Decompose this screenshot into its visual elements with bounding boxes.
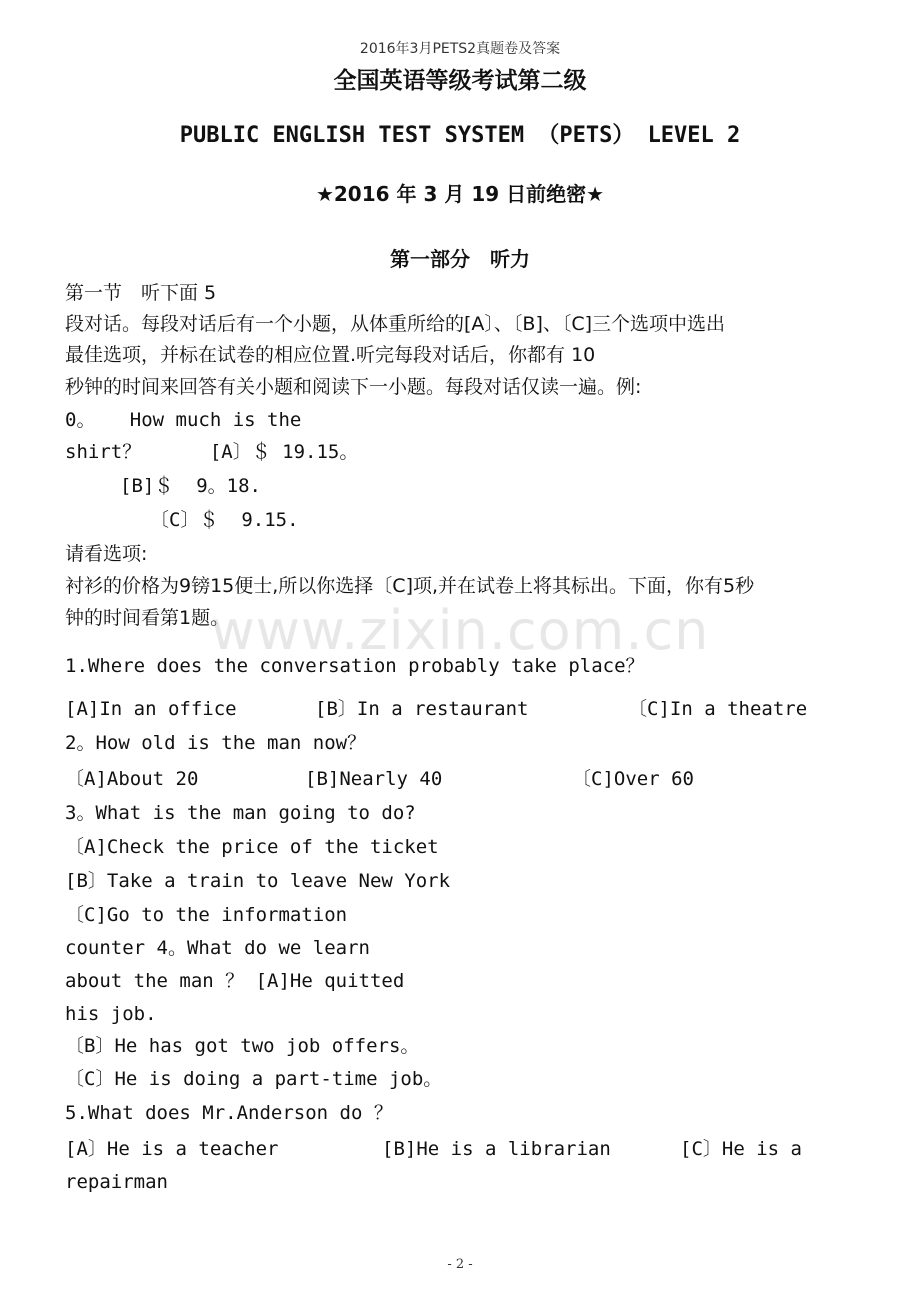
- q2-option-c: 〔C]Over 60: [572, 768, 694, 790]
- section-intro-line: 第一节 听下面 5: [65, 282, 217, 304]
- q5-option-b: [B]He is a librarian: [382, 1138, 611, 1160]
- question-2: 2。How old is the man now？: [65, 732, 367, 754]
- question-4-line: about the man ？ [A]He quitted: [65, 970, 405, 992]
- page-number: - 2 -: [447, 1257, 473, 1272]
- example-option-c: 〔C〕＄ 9.15.: [150, 509, 299, 531]
- q5-option-c: [C〕He is a: [680, 1138, 802, 1160]
- watermark: www.zixin.com.cn: [210, 599, 710, 662]
- question-3: 3。What is the man going to do?: [65, 802, 416, 824]
- q3-option-c: 〔C]Go to the information: [65, 904, 348, 926]
- instruction-line: 最佳选项，并标在试卷的相应位置.听完每段对话后，你都有 10: [65, 344, 596, 366]
- q1-option-c: 〔C]In a theatre: [628, 698, 808, 720]
- secret-notice: ★2016 年 3 月 19 日前绝密★: [315, 182, 605, 206]
- q1-option-b: [B〕In a restaurant: [315, 698, 529, 720]
- q3-option-b: [B〕Take a train to leave New York: [65, 870, 451, 892]
- explanation-line: 衬衫的价格为9镑15便士,所以你选择〔C]项,并在试卷上将其标出。下面，你有5秒: [65, 575, 755, 597]
- q5-option-c-cont: repairman: [65, 1171, 168, 1193]
- question-5: 5.What does Mr.Anderson do ？: [65, 1102, 393, 1124]
- q5-option-a: [A〕He is a teacher: [65, 1138, 279, 1160]
- q2-option-a: 〔A]About 20: [65, 768, 199, 790]
- q2-option-b: [B]Nearly 40: [305, 768, 443, 790]
- example-option-a: shirt？ [A〕＄ 19.15。: [65, 441, 359, 463]
- title-chinese: 全国英语等级考试第二级: [333, 68, 587, 94]
- q3-option-a: 〔A]Check the price of the ticket: [65, 836, 439, 858]
- page-header: 2016年3月PETS2真题卷及答案: [359, 41, 561, 57]
- q4-option-a-cont: his job.: [65, 1003, 157, 1025]
- part-heading: 第一部分 听力: [390, 247, 530, 271]
- question-4-line: counter 4。What do we learn: [65, 937, 370, 959]
- q4-option-c: 〔C〕He is doing a part-time job。: [65, 1068, 443, 1090]
- question-1: 1.Where does the conversation probably take place？: [65, 655, 645, 677]
- instruction-line: 段对话。每段对话后有一个小题，从体重所给的[A〕、〔B]、〔C]三个选项中选出: [65, 313, 726, 335]
- example-question: 0。 How much is the: [65, 409, 302, 431]
- look-at-options-line: 请看选项:: [65, 543, 148, 565]
- explanation-line: 钟的时间看第1题。: [65, 607, 230, 629]
- title-english: PUBLIC ENGLISH TEST SYSTEM （PETS） LEVEL 2: [179, 123, 741, 148]
- q1-option-a: [A]In an office: [65, 698, 237, 720]
- q4-option-b: 〔B〕He has got two job offers。: [65, 1035, 420, 1057]
- example-option-b: [B]＄ 9。18.: [120, 475, 261, 497]
- instruction-line: 秒钟的时间来回答有关小题和阅读下一小题。每段对话仅读一遍。例:: [65, 376, 642, 398]
